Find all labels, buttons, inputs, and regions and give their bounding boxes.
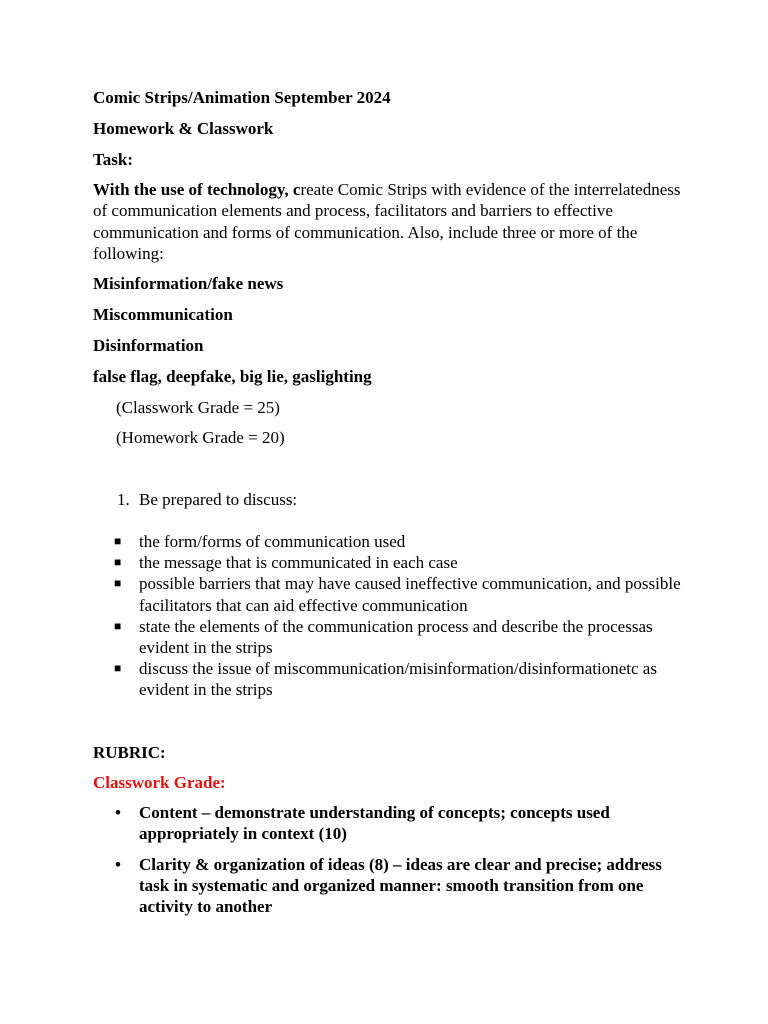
item-number: 1.: [117, 490, 130, 509]
discussion-list: [114, 531, 694, 701]
list-item-text: the form/forms of communication used: [139, 532, 406, 551]
round-bullet-icon: •: [115, 854, 121, 874]
classwork-grade-heading: Classwork Grade:: [93, 773, 226, 792]
rubric-item: [114, 802, 684, 845]
square-bullet-icon: ■: [114, 555, 122, 570]
list-item: [114, 658, 694, 700]
list-item-text: state the elements of the communication process and describe the processas evident in the strips: [139, 616, 653, 658]
rubric-item: [114, 854, 684, 918]
document-title: Comic Strips/Animation September 2024: [93, 88, 391, 107]
topic-miscommunication: Miscommunication: [93, 305, 233, 324]
task-lead-bold: With the use of technology, c: [93, 180, 301, 199]
document-subtitle: Homework & Classwork: [93, 119, 274, 138]
item-text: Be prepared to discuss:: [139, 490, 298, 509]
square-bullet-icon: ■: [114, 618, 122, 633]
list-item-text: the message that is communicated in each case: [139, 553, 458, 573]
rubric-item-text: Clarity & organization of ideas (8) – ideas are clear and precise; address task in systematic and organized manner: smooth transition from one activity to another: [139, 854, 662, 917]
list-item-text: discuss the issue of miscommunication/misinformation/disinformationetc as evident in the strips: [139, 659, 657, 700]
task-paragraph: [93, 179, 683, 264]
task-body: reate Comic Strips with evidence of the interrelatedness of communication elements and process, facilitators and barriers to effective communication and forms of communication. Also, include three or more of the following:: [93, 180, 681, 263]
list-item: [114, 552, 694, 573]
rubric-list: [114, 802, 684, 926]
rubric-heading: RUBRIC:: [93, 743, 166, 762]
square-bullet-icon: ■: [114, 576, 122, 591]
square-bullet-icon: ■: [114, 661, 122, 676]
topic-misinformation: Misinformation/fake news: [93, 274, 284, 293]
square-bullet-icon: ■: [114, 534, 122, 548]
list-item: [114, 616, 694, 658]
numbered-item: [117, 489, 297, 510]
rubric-item-text: Content – demonstrate understanding of concepts; concepts used appropriately in context (10): [139, 803, 610, 844]
topic-false-flag: false flag, deepfake, big lie, gaslighting: [93, 367, 372, 386]
homework-grade: (Homework Grade = 20): [116, 428, 285, 447]
classwork-grade: (Classwork Grade = 25): [116, 398, 280, 417]
round-bullet-icon: •: [115, 803, 121, 822]
list-item-text: possible barriers that may have caused ineffective communication, and possible facilitators that can aid effective communication: [139, 574, 681, 615]
list-item: [114, 573, 694, 615]
list-item: [114, 531, 694, 552]
task-heading: Task:: [93, 150, 134, 169]
topic-disinformation: Disinformation: [93, 336, 204, 355]
